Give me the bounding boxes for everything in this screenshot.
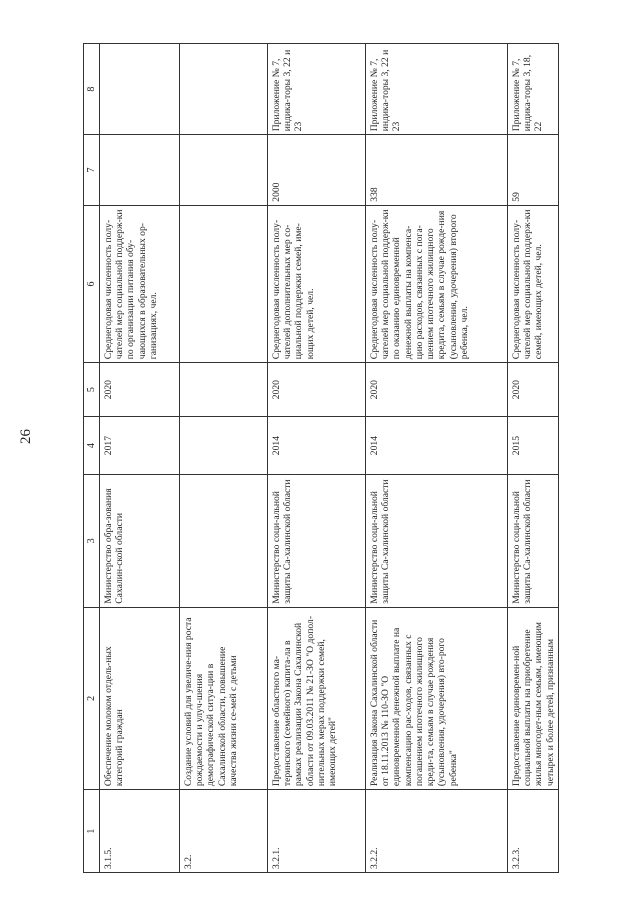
program-measures-table: [83, 43, 559, 873]
row-end-year: 2020: [366, 363, 508, 417]
row-value: 2000: [268, 135, 366, 205]
row-start-year: 2017: [100, 417, 180, 475]
row-appendix: Приложение № 7, индика-торы 3, 18, 22: [508, 44, 559, 135]
row-start-year: [180, 417, 268, 475]
row-indicator: Среднегодовая численность полу-чателей дополнительных мер со-циальной поддержки семей, име-ющих детей, чел.: [268, 205, 366, 363]
row-code: 3.2.1.: [268, 790, 366, 873]
row-name: Создание условий для увеличе-ния роста рождаемости и улуч-шения демографической ситуа-ции в Сахалинской области, повышение качества жизни се-мей с детьми: [180, 607, 268, 789]
row-executor: Министерство соци-альной защиты Са-халинской области: [268, 475, 366, 608]
column-header: 2: [84, 607, 100, 789]
column-header: 4: [84, 417, 100, 475]
row-value: [100, 135, 180, 205]
row-indicator: Среднегодовая численность полу-чателей мер социальной поддерж-ки по оказанию единовременной денежной выплаты на компенса-цию расходов, связанных с пога-шением ипотечного жилищного кредита, семьям в случае рожде-ния (усыновления, удочерения) второго ребенка, чел.: [366, 205, 508, 363]
row-value: 59: [508, 135, 559, 205]
table-header-row: [84, 44, 100, 873]
row-name: Предоставление единовремен-ной социальной выплаты на приобретение жилья многодет-ным семьям, имеющим четырех и более детей, признанным: [508, 607, 559, 789]
column-header: 5: [84, 363, 100, 417]
row-appendix: Приложение № 7, индика-торы 3, 22 и 23: [366, 44, 508, 135]
row-end-year: [180, 363, 268, 417]
row-end-year: 2020: [268, 363, 366, 417]
row-indicator: [180, 205, 268, 363]
row-name: Предоставление областного ма-теринского (семейного) капита-ла в рамках реализации Закона Сахалинской области от 09.03.2011 № 21-ЗО "О допол-нительных мерах поддержки семей, имеющих детей": [268, 607, 366, 789]
table-row: [268, 44, 366, 873]
column-header: 3: [84, 475, 100, 608]
table-row: [100, 44, 180, 873]
rotated-table-wrapper: [83, 43, 556, 873]
row-start-year: 2014: [268, 417, 366, 475]
table-row: [180, 44, 268, 873]
row-value: 338: [366, 135, 508, 205]
row-code: 3.2.3.: [508, 790, 559, 873]
row-appendix: [100, 44, 180, 135]
row-name: Обеспечение молоком отдель-ных категорий граждан: [100, 607, 180, 789]
row-start-year: 2014: [366, 417, 508, 475]
row-code: 3.2.2.: [366, 790, 508, 873]
row-code: 3.2.: [180, 790, 268, 873]
row-end-year: 2020: [508, 363, 559, 417]
row-appendix: [180, 44, 268, 135]
column-header: 7: [84, 135, 100, 205]
table-row: [366, 44, 508, 873]
row-executor: Министерство соци-альной защиты Са-халинской области: [508, 475, 559, 608]
row-executor: Министерство обра-зования Сахалин-ской области: [100, 475, 180, 608]
column-header: 8: [84, 44, 100, 135]
row-code: 3.1.5.: [100, 790, 180, 873]
row-value: [180, 135, 268, 205]
page-number: 26: [18, 429, 34, 444]
row-indicator: Среднегодовая численность полу-чателей мер социальной поддерж-ки по организации питания обу-чающихся в образовательных ор-ганизациях, чел.: [100, 205, 180, 363]
row-start-year: 2015: [508, 417, 559, 475]
row-appendix: Приложение № 7, индика-торы 3, 22 и 23: [268, 44, 366, 135]
column-header: 1: [84, 790, 100, 873]
row-executor: Министерство соци-альной защиты Са-халинской области: [366, 475, 508, 608]
column-header: 6: [84, 205, 100, 363]
row-end-year: 2020: [100, 363, 180, 417]
table-row: [508, 44, 559, 873]
row-executor: [180, 475, 268, 608]
row-indicator: Среднегодовая численность полу-чателей мер социальной поддерж-ки семей, имеющих детей, чел.: [508, 205, 559, 363]
row-name: Реализация Закона Сахалинской области от 18.11.2013 № 110-ЗО "О единовременной денежной выплате на компенсацию рас-ходов, связанных с погашением ипотечного жилищного креди-та, семьям в случае рождения (усыновления, удочерения) вто-рого ребенка": [366, 607, 508, 789]
